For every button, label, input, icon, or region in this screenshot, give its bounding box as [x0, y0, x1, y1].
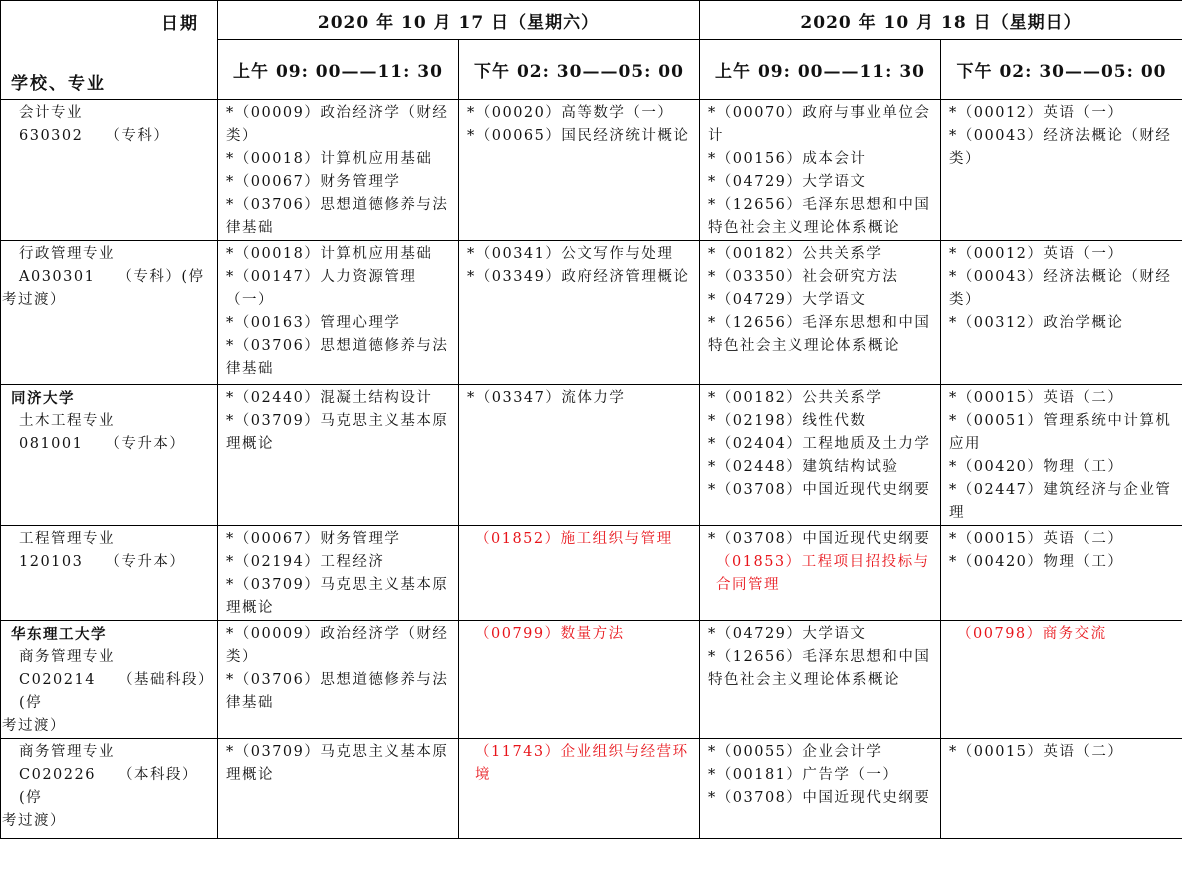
exam-course: *（00420）物理（工） [949, 459, 1124, 475]
exam-course: *（00015）英语（二） [949, 744, 1124, 760]
exam-course: *（00015）英语（二） [949, 531, 1124, 547]
major-level: （专科）(停 [117, 269, 205, 285]
exam-course: *（00420）物理（工） [949, 554, 1124, 570]
exam-course: *（03706）思想道德修养与法律基础 [226, 197, 449, 236]
exam-course: *（03349）政府经济管理概论 [467, 269, 690, 285]
exam-course: *（03708）中国近现代史纲要 [708, 790, 931, 806]
exam-slot-cell [218, 241, 459, 385]
table-row [1, 526, 1182, 621]
exam-course: *（04729）大学语文 [708, 174, 867, 190]
exam-course: *（00181）广告学（一） [708, 767, 899, 783]
table-row [1, 100, 1182, 241]
exam-slot-cell [218, 100, 459, 241]
exam-course: *（00312）政治学概论 [949, 315, 1124, 331]
exam-course-new: （11743）企业组织与经营环境 [475, 744, 689, 783]
university-name: 华东理工大学 [11, 626, 107, 643]
exam-course: *（00020）高等数学（一） [467, 105, 674, 121]
header-corner-cell [1, 1, 218, 100]
major-code-line [11, 669, 213, 715]
major-code-line [11, 433, 213, 456]
major-level-tail: 考过渡） [2, 292, 66, 308]
exam-course: *（03709）马克思主义基本原理概论 [226, 413, 449, 452]
exam-course: *（00163）管理心理学 [226, 315, 401, 331]
exam-slot-cell [459, 739, 700, 839]
exam-course-new: （00798）商务交流 [957, 626, 1107, 642]
table-row [1, 241, 1182, 385]
major-cell [1, 100, 218, 241]
major-code: A030301 [19, 269, 96, 285]
major-level: （专升本） [105, 554, 186, 570]
major-cell [1, 385, 218, 526]
exam-course: *（02198）线性代数 [708, 413, 867, 429]
exam-course-new: （01852）施工组织与管理 [475, 531, 673, 547]
exam-course: *（00012）英语（一） [949, 246, 1124, 262]
major-name: 会计专业 [19, 105, 83, 121]
major-cell [1, 526, 218, 621]
exam-slot-cell [941, 385, 1182, 526]
exam-course: *（02194）工程经济 [226, 554, 385, 570]
exam-course: *（02440）混凝土结构设计 [226, 390, 433, 406]
day-header-sunday: 2020 年 10 月 18 日（星期日） [700, 1, 1182, 40]
exam-course: *（00147）人力资源管理（一） [226, 269, 417, 308]
exam-course: *（12656）毛泽东思想和中国特色社会主义理论体系概论 [708, 197, 931, 236]
exam-course-new: （00799）数量方法 [475, 626, 625, 642]
exam-course: *（00018）计算机应用基础 [226, 246, 433, 262]
exam-course: *（00067）财务管理学 [226, 531, 401, 547]
major-name: 商务管理专业 [19, 649, 115, 665]
exam-slot-cell [700, 621, 941, 739]
exam-course: *（00156）成本会计 [708, 151, 867, 167]
exam-course: *（00341）公文写作与处理 [467, 246, 674, 262]
major-name: 土木工程专业 [19, 413, 115, 429]
exam-course: *（02404）工程地质及土力学 [708, 436, 931, 452]
major-code-line [11, 764, 213, 810]
major-level: （专升本） [105, 436, 186, 452]
exam-slot-cell [459, 100, 700, 241]
exam-slot-cell [218, 385, 459, 526]
exam-slot-cell [700, 241, 941, 385]
exam-slot-cell [941, 739, 1182, 839]
major-cell [1, 241, 218, 385]
major-name: 行政管理专业 [19, 246, 115, 262]
exam-course: *（00067）财务管理学 [226, 174, 401, 190]
slot-header-sat-pm: 下午 02: 30——05: 00 [459, 40, 700, 100]
exam-course: *（00009）政治经济学（财经类） [226, 626, 449, 665]
major-level-tail: 考过渡） [2, 813, 66, 829]
exam-course: *（02447）建筑经济与企业管理 [949, 482, 1172, 521]
exam-slot-cell [941, 100, 1182, 241]
exam-course: *（03709）马克思主义基本原理概论 [226, 744, 449, 783]
day-header-saturday: 2020 年 10 月 17 日（星期六） [218, 1, 700, 40]
exam-course-new: （01853）工程项目招投标与合同管理 [716, 554, 930, 593]
exam-slot-cell [459, 385, 700, 526]
major-code: 630302 [19, 128, 84, 144]
major-level-tail: 考过渡） [2, 718, 66, 734]
date-label: 日期 [161, 14, 199, 34]
exam-course: *（00070）政府与事业单位会计 [708, 105, 931, 144]
exam-course: *（03706）思想道德修养与法律基础 [226, 672, 449, 711]
slot-header-sun-am: 上午 09: 00——11: 30 [700, 40, 941, 100]
exam-course: *（03347）流体力学 [467, 390, 626, 406]
major-code: 120103 [19, 554, 84, 570]
exam-course: *（12656）毛泽东思想和中国特色社会主义理论体系概论 [708, 315, 931, 354]
table-row [1, 739, 1182, 839]
major-name: 商务管理专业 [19, 744, 115, 760]
exam-course: *（00051）管理系统中计算机应用 [949, 413, 1172, 452]
major-code: C020226 [19, 767, 96, 783]
slot-header-sat-am: 上午 09: 00——11: 30 [218, 40, 459, 100]
major-code-line [11, 125, 213, 148]
exam-slot-cell [700, 526, 941, 621]
exam-course: *（00182）公共关系学 [708, 246, 883, 262]
exam-course: *（03706）思想道德修养与法律基础 [226, 338, 449, 377]
exam-slot-cell [218, 526, 459, 621]
exam-course: *（03709）马克思主义基本原理概论 [226, 577, 449, 616]
exam-course: *（00055）企业会计学 [708, 744, 883, 760]
exam-slot-cell [700, 739, 941, 839]
major-level: （基础科段）(停 [19, 672, 207, 711]
major-level: （本科段）(停 [19, 767, 198, 806]
exam-course: *（00182）公共关系学 [708, 390, 883, 406]
exam-course: *（03708）中国近现代史纲要 [708, 531, 931, 547]
exam-slot-cell [459, 621, 700, 739]
exam-course: *（02448）建筑结构试验 [708, 459, 899, 475]
exam-slot-cell [700, 385, 941, 526]
major-cell [1, 621, 218, 739]
exam-slot-cell [700, 100, 941, 241]
school-major-label: 学校、专业 [11, 74, 106, 94]
exam-course: *（00065）国民经济统计概论 [467, 128, 690, 144]
major-code-line [11, 266, 213, 289]
exam-slot-cell [941, 621, 1182, 739]
table-row [1, 621, 1182, 739]
exam-course: *（04729）大学语文 [708, 292, 867, 308]
exam-course: *（12656）毛泽东思想和中国特色社会主义理论体系概论 [708, 649, 931, 688]
exam-slot-cell [459, 526, 700, 621]
exam-slot-cell [459, 241, 700, 385]
exam-course: *（00043）经济法概论（财经类） [949, 269, 1172, 308]
university-name: 同济大学 [11, 390, 75, 407]
exam-course: *（03708）中国近现代史纲要 [708, 482, 931, 498]
exam-course: *（03350）社会研究方法 [708, 269, 899, 285]
major-name: 工程管理专业 [19, 531, 115, 547]
major-level: （专科） [105, 128, 170, 144]
major-code: 081001 [19, 436, 84, 452]
major-cell [1, 739, 218, 839]
table-row [1, 385, 1182, 526]
major-code-line [11, 551, 213, 574]
exam-course: *（04729）大学语文 [708, 626, 867, 642]
exam-course: *（00043）经济法概论（财经类） [949, 128, 1172, 167]
exam-course: *（00009）政治经济学（财经类） [226, 105, 449, 144]
slot-header-sun-pm: 下午 02: 30——05: 00 [941, 40, 1182, 100]
exam-course: *（00012）英语（一） [949, 105, 1124, 121]
exam-course: *（00018）计算机应用基础 [226, 151, 433, 167]
exam-course: *（00015）英语（二） [949, 390, 1124, 406]
major-code: C020214 [19, 672, 96, 688]
exam-slot-cell [941, 526, 1182, 621]
exam-slot-cell [941, 241, 1182, 385]
exam-slot-cell [218, 739, 459, 839]
exam-slot-cell [218, 621, 459, 739]
